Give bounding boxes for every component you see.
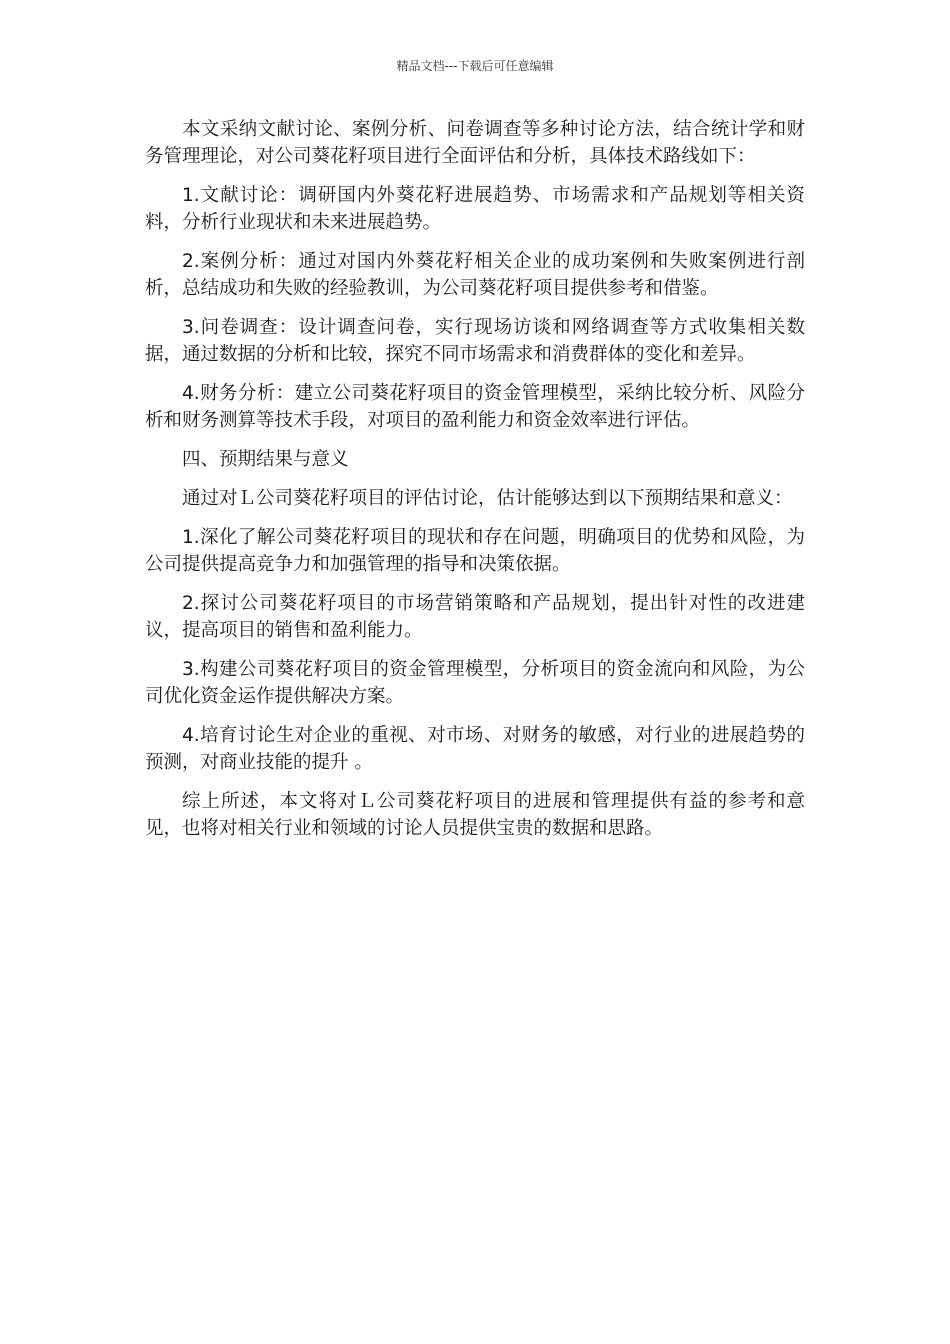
paragraph-method-finance: 4.财务分析：建立公司葵花籽项目的资金管理模型，采纳比较分析、风险分析和财务测算等技术手段，对项目的盈利能力和资金效率进行评估。 xyxy=(145,383,805,431)
paragraph-result-3: 3.构建公司葵花籽项目的资金管理模型，分析项目的资金流向和风险，为公司优化资金运作提供解决方案。 xyxy=(145,659,805,707)
paragraph-expected-intro: 通过对Ｌ公司葵花籽项目的评估讨论，估计能够达到以下预期结果和意义： xyxy=(182,488,793,509)
paragraph-method-survey: 3.问卷调查：设计调查问卷，实行现场访谈和网络调查等方式收集相关数据，通过数据的分析和比较，探究不同市场需求和消费群体的变化和差异。 xyxy=(145,317,805,365)
paragraph-result-4: 4.培育讨论生对企业的重视、对市场、对财务的敏感，对行业的进展趋势的预测，对商业技能的提升 。 xyxy=(145,725,805,773)
section-heading: 四、预期结果与意义 xyxy=(182,449,349,470)
paragraph-method-literature: 1.文献讨论：调研国内外葵花籽进展趋势、市场需求和产品规划等相关资料，分析行业现状和未来进展趋势。 xyxy=(145,185,805,233)
paragraph-method-case: 2.案例分析：通过对国内外葵花籽相关企业的成功案例和失败案例进行剖析，总结成功和失败的经验教训，为公司葵花籽项目提供参考和借鉴。 xyxy=(145,251,805,299)
paragraph-intro: 本文采纳文献讨论、案例分析、问卷调查等多种讨论方法，结合统计学和财务管理理论，对公司葵花籽项目进行全面评估和分析，具体技术路线如下： xyxy=(145,119,805,167)
document-body xyxy=(145,116,805,854)
page-header: 精品文档---下载后可任意编辑 xyxy=(396,59,554,73)
paragraph-conclusion: 综上所述，本文将对Ｌ公司葵花籽项目的进展和管理提供有益的参考和意见，也将对相关行业和领域的讨论人员提供宝贵的数据和思路。 xyxy=(145,791,805,839)
paragraph-result-2: 2.探讨公司葵花籽项目的市场营销策略和产品规划，提出针对性的改进建议，提高项目的销售和盈利能力。 xyxy=(145,593,805,641)
paragraph-result-1: 1.深化了解公司葵花籽项目的现状和存在问题，明确项目的优势和风险，为公司提供提高竞争力和加强管理的指导和决策依据。 xyxy=(145,527,805,575)
